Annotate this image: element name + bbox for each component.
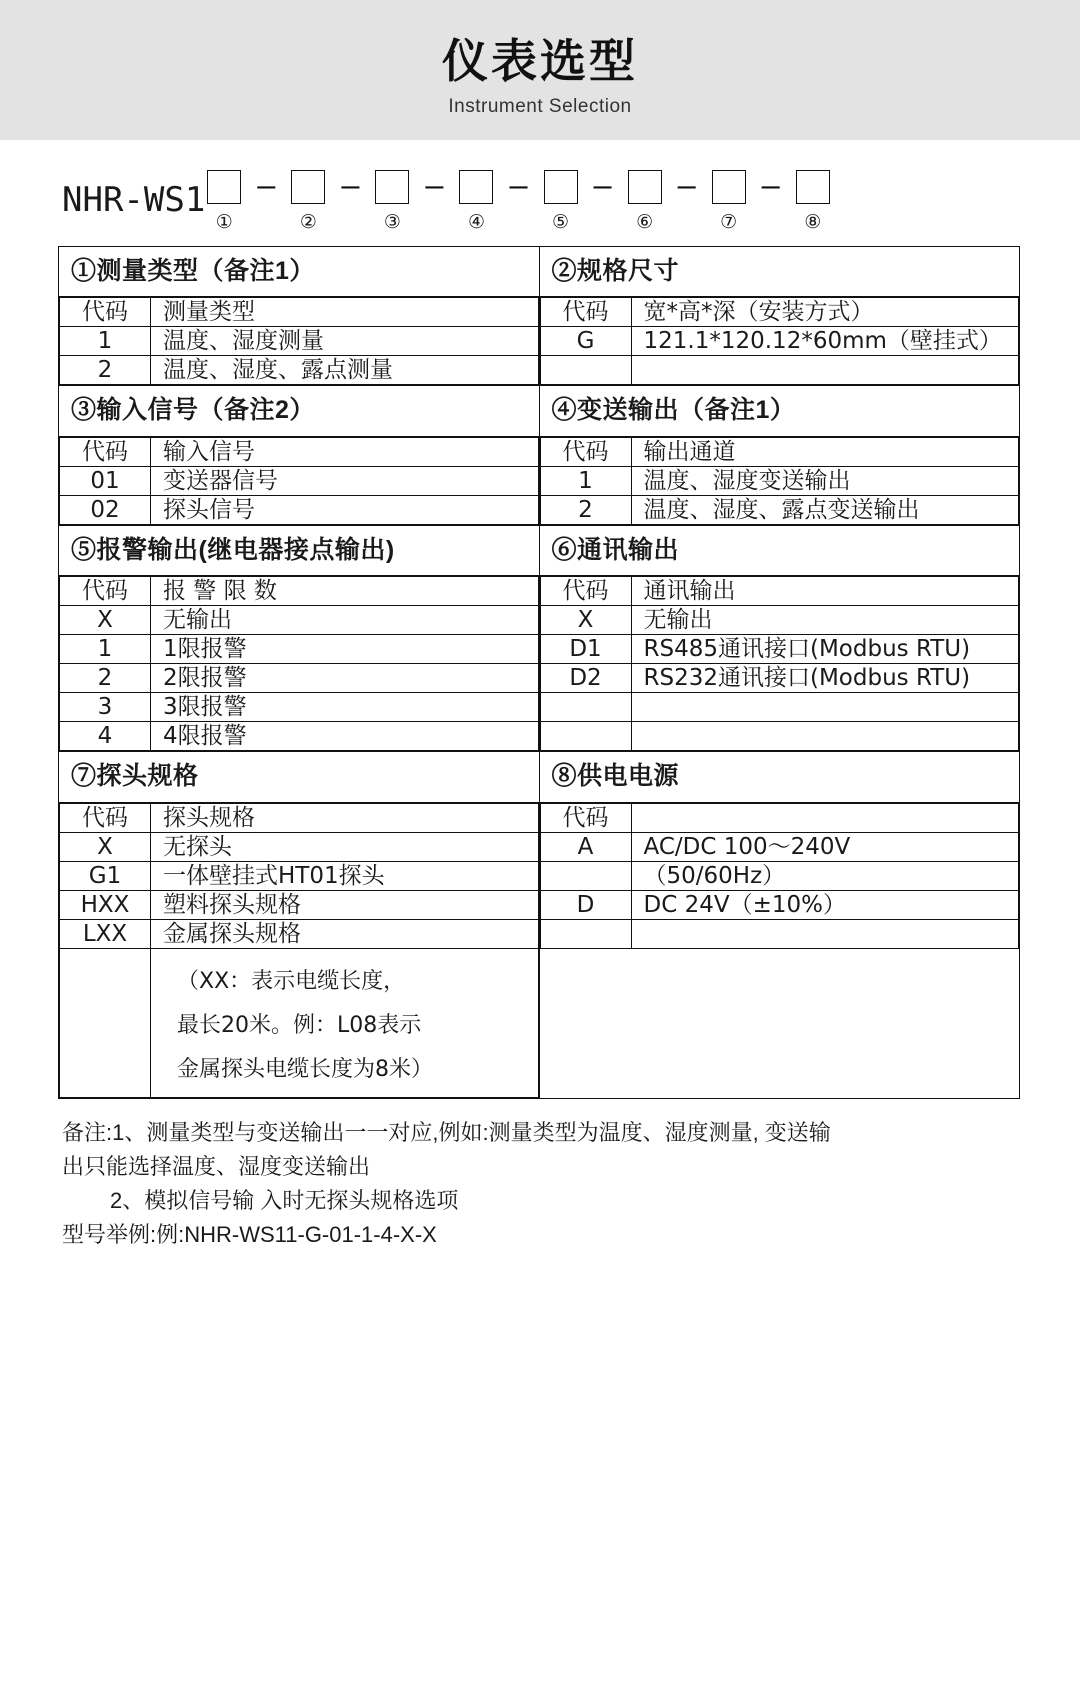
- model-slot-box[interactable]: [712, 170, 746, 204]
- section-7-inner-table: [59, 803, 539, 1099]
- model-slot-number: ⑥: [636, 212, 654, 233]
- column-header-code: 代码: [540, 577, 631, 606]
- column-header-desc: [631, 803, 1019, 832]
- row-code-spacer: [540, 919, 631, 948]
- section-2-inner-table: [540, 297, 1020, 385]
- table-row: [540, 861, 1019, 890]
- table-row: [60, 664, 539, 693]
- footer-line-3: 2、模拟信号输 入时无探头规格选项: [110, 1187, 459, 1213]
- row-desc: RS232通讯接口(Modbus RTU): [631, 664, 1019, 693]
- row-desc: 2限报警: [151, 664, 539, 693]
- table-row: [540, 693, 1019, 722]
- model-slot-6[interactable]: [626, 170, 664, 232]
- row-desc: 探头信号: [151, 495, 539, 524]
- table-row: [59, 525, 1020, 575]
- row-desc-spacer: [631, 919, 1019, 948]
- model-slot-8[interactable]: [794, 170, 832, 232]
- table-row: [59, 247, 1020, 297]
- row-desc: （50/60Hz）: [631, 861, 1019, 890]
- row-desc: 温度、湿度变送输出: [631, 466, 1019, 495]
- section-3-title-cell: [59, 386, 540, 436]
- row-code: D2: [540, 664, 631, 693]
- model-dash: —: [509, 169, 528, 204]
- page-subtitle: Instrument Selection: [448, 96, 632, 118]
- model-slot-box[interactable]: [375, 170, 409, 204]
- model-slot-5[interactable]: [542, 170, 580, 232]
- section-3-body: [59, 436, 540, 525]
- row-code: X: [540, 606, 631, 635]
- row-code: [540, 861, 631, 890]
- section-3-inner-table: [59, 437, 539, 525]
- row-desc: AC/DC 100～240V: [631, 832, 1019, 861]
- model-slot-box[interactable]: [796, 170, 830, 204]
- column-header-desc: 测量类型: [151, 298, 539, 327]
- column-header-desc: 输出通道: [631, 437, 1019, 466]
- page-header: [0, 0, 1080, 140]
- table-header-row: [540, 298, 1019, 327]
- model-prefix: NHR-WS1: [62, 180, 206, 220]
- table-row: [60, 327, 539, 356]
- model-dash: —: [341, 169, 360, 204]
- table-row: [540, 635, 1019, 664]
- row-desc: 3限报警: [151, 693, 539, 722]
- table-row: [540, 495, 1019, 524]
- section-2-title-cell: [539, 247, 1020, 297]
- table-row: [59, 802, 1020, 1099]
- table-row: [60, 948, 539, 1097]
- table-row: [59, 752, 1020, 802]
- selection-table: [58, 246, 1020, 1099]
- table-row: [540, 327, 1019, 356]
- row-code: D: [540, 890, 631, 919]
- column-header-desc: 探头规格: [151, 803, 539, 832]
- row-code: 4: [60, 722, 151, 751]
- row-desc: 无输出: [631, 606, 1019, 635]
- table-row: [540, 722, 1019, 751]
- row-code-spacer: [540, 356, 631, 385]
- section-title: ③输入信号（备注2）: [71, 396, 315, 425]
- table-row: [60, 606, 539, 635]
- model-slot-number: ①: [215, 212, 233, 233]
- section-title: ⑥通讯输出: [551, 535, 680, 564]
- section-1-title-cell: [59, 247, 540, 297]
- row-desc: 无探头: [151, 832, 539, 861]
- model-slot-box[interactable]: [544, 170, 578, 204]
- column-header-code: 代码: [60, 577, 151, 606]
- model-slot-box[interactable]: [459, 170, 493, 204]
- row-code: G1: [60, 861, 151, 890]
- row-desc-spacer: [631, 722, 1019, 751]
- table-row: [60, 495, 539, 524]
- column-header-desc: 通讯输出: [631, 577, 1019, 606]
- column-header-desc: 宽*高*深（安装方式）: [631, 298, 1019, 327]
- model-dash: —: [677, 169, 696, 204]
- table-row: [60, 466, 539, 495]
- row-code: X: [60, 832, 151, 861]
- table-row: [59, 297, 1020, 386]
- table-row: [540, 606, 1019, 635]
- table-row: [60, 722, 539, 751]
- model-slot-3[interactable]: [373, 170, 411, 232]
- table-header-row: [540, 577, 1019, 606]
- table-row: [60, 635, 539, 664]
- row-desc: 4限报警: [151, 722, 539, 751]
- table-row: [60, 890, 539, 919]
- column-header-code: 代码: [60, 298, 151, 327]
- section-7-body: [59, 802, 540, 1099]
- table-row: [59, 436, 1020, 525]
- row-code: 1: [540, 466, 631, 495]
- model-slots: [205, 170, 831, 232]
- section-title: ⑤报警输出(继电器接点输出): [71, 535, 395, 564]
- table-row: [60, 832, 539, 861]
- table-header-row: [540, 803, 1019, 832]
- row-code: LXX: [60, 919, 151, 948]
- footer-line-2: 出只能选择温度、湿度变送输出: [62, 1153, 371, 1179]
- table-row: [540, 832, 1019, 861]
- section-title: ①测量类型（备注1）: [71, 257, 315, 285]
- row-code-spacer: [60, 948, 151, 1097]
- section-title: ⑦探头规格: [71, 762, 199, 791]
- table-row: [60, 861, 539, 890]
- probe-note: [151, 948, 539, 1097]
- table-row: [540, 890, 1019, 919]
- row-code: 2: [540, 495, 631, 524]
- section-title: ②规格尺寸: [551, 257, 680, 285]
- row-code: 02: [60, 495, 151, 524]
- section-1-inner-table: [59, 297, 539, 385]
- row-code: G: [540, 327, 631, 356]
- section-6-inner-table: [540, 576, 1020, 751]
- row-desc: 121.1*120.12*60mm（壁挂式）: [631, 327, 1019, 356]
- model-code-row: [58, 170, 1022, 232]
- model-slot-box[interactable]: [291, 170, 325, 204]
- probe-note-line-2: 最长20米。例：L08表示: [177, 1012, 422, 1038]
- row-desc: DC 24V（±10%）: [631, 890, 1019, 919]
- table-header-row: [60, 577, 539, 606]
- model-slot-number: ②: [299, 212, 317, 233]
- row-code: 1: [60, 635, 151, 664]
- section-5-body: [59, 576, 540, 752]
- row-code: 1: [60, 327, 151, 356]
- probe-note-line-1: （XX：表示电缆长度，: [177, 968, 406, 994]
- model-dash: —: [761, 169, 780, 204]
- section-6-body: [539, 576, 1020, 752]
- table-row: [60, 356, 539, 385]
- section-4-body: [539, 436, 1020, 525]
- section-2-body: [539, 297, 1020, 386]
- row-desc: 无输出: [151, 606, 539, 635]
- model-slot-number: ③: [383, 212, 401, 233]
- table-row: [59, 576, 1020, 752]
- row-code: 01: [60, 466, 151, 495]
- row-desc: 塑料探头规格: [151, 890, 539, 919]
- table-row: [60, 919, 539, 948]
- model-slot-4[interactable]: [457, 170, 495, 232]
- row-code-spacer: [540, 693, 631, 722]
- model-slot-number: ⑦: [720, 212, 738, 233]
- row-desc: 金属探头规格: [151, 919, 539, 948]
- model-dash: —: [425, 169, 444, 204]
- footer-line-4: 型号举例:例:NHR-WS11-G-01-1-4-X-X: [62, 1221, 437, 1247]
- column-header-code: 代码: [540, 298, 631, 327]
- row-code: D1: [540, 635, 631, 664]
- table-header-row: [540, 437, 1019, 466]
- model-slot-number: ④: [467, 212, 485, 233]
- page-title: 仪表选型: [442, 34, 638, 87]
- section-8-inner-table: [540, 803, 1020, 949]
- table-row: [540, 466, 1019, 495]
- table-header-row: [60, 298, 539, 327]
- model-slot-1[interactable]: [205, 170, 243, 232]
- row-code: A: [540, 832, 631, 861]
- section-7-title-cell: [59, 752, 540, 802]
- column-header-code: 代码: [60, 437, 151, 466]
- row-code: HXX: [60, 890, 151, 919]
- model-dash: —: [593, 169, 612, 204]
- column-header-desc: 输入信号: [151, 437, 539, 466]
- model-slot-box[interactable]: [207, 170, 241, 204]
- row-desc: 温度、湿度测量: [151, 327, 539, 356]
- model-slot-2[interactable]: [289, 170, 327, 232]
- row-code-spacer: [540, 722, 631, 751]
- row-desc-spacer: [631, 356, 1019, 385]
- model-slot-number: ⑧: [804, 212, 822, 233]
- column-header-desc: 报 警 限 数: [151, 577, 539, 606]
- row-desc: 1限报警: [151, 635, 539, 664]
- row-desc: 一体壁挂式HT01探头: [151, 861, 539, 890]
- row-desc-spacer: [631, 693, 1019, 722]
- row-code: 3: [60, 693, 151, 722]
- section-8-title-cell: [539, 752, 1020, 802]
- row-desc: 温度、湿度、露点变送输出: [631, 495, 1019, 524]
- section-4-title-cell: [539, 386, 1020, 436]
- section-1-body: [59, 297, 540, 386]
- section-title: ⑧供电电源: [551, 762, 680, 791]
- model-dash: —: [257, 169, 276, 204]
- table-row: [540, 919, 1019, 948]
- row-code: 2: [60, 664, 151, 693]
- column-header-code: 代码: [540, 437, 631, 466]
- section-5-inner-table: [59, 576, 539, 751]
- section-5-title-cell: [59, 525, 540, 575]
- footer-line-1: 备注:1、测量类型与变送输出一一对应,例如:测量类型为温度、湿度测量, 变送输: [62, 1120, 831, 1146]
- row-desc: 变送器信号: [151, 466, 539, 495]
- table-row: [540, 664, 1019, 693]
- model-slot-box[interactable]: [628, 170, 662, 204]
- model-slot-7[interactable]: [710, 170, 748, 232]
- table-row: [60, 693, 539, 722]
- column-header-code: 代码: [540, 803, 631, 832]
- row-desc: 温度、湿度、露点测量: [151, 356, 539, 385]
- table-row: [59, 386, 1020, 436]
- table-header-row: [60, 803, 539, 832]
- table-header-row: [60, 437, 539, 466]
- page-content: [0, 170, 1080, 1251]
- row-desc: RS485通讯接口(Modbus RTU): [631, 635, 1019, 664]
- column-header-code: 代码: [60, 803, 151, 832]
- section-8-body: [539, 802, 1020, 1099]
- row-code: 2: [60, 356, 151, 385]
- table-row: [540, 356, 1019, 385]
- model-slot-number: ⑤: [552, 212, 570, 233]
- footer-notes: [58, 1117, 1022, 1251]
- row-code: X: [60, 606, 151, 635]
- section-4-inner-table: [540, 437, 1020, 525]
- section-title: ④变送输出（备注1）: [551, 396, 796, 425]
- section-6-title-cell: [539, 525, 1020, 575]
- probe-note-line-3: 金属探头电缆长度为8米）: [177, 1056, 433, 1082]
